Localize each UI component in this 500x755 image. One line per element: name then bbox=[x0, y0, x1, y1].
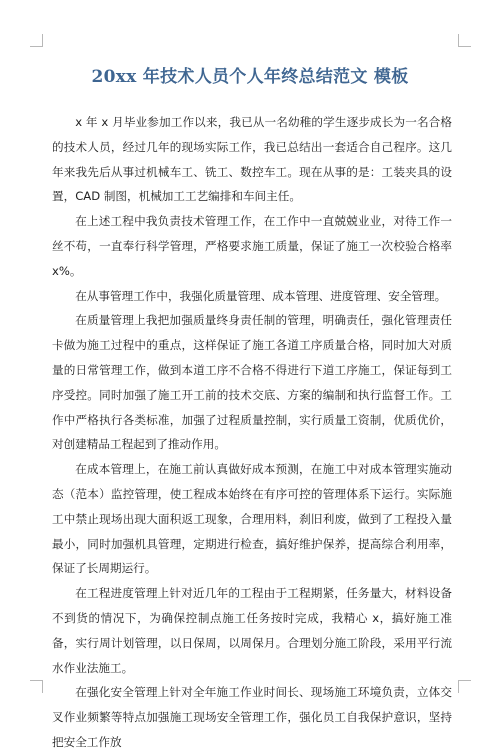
crop-mark-top-left bbox=[30, 34, 43, 47]
document-title: 20xx 年技术人员个人年终总结范文 模板 bbox=[91, 67, 409, 87]
crop-mark-bottom-right bbox=[458, 680, 471, 693]
crop-mark-top-right bbox=[458, 34, 471, 47]
paragraph-safety-management: 在强化安全管理上针对全年施工作业时间长、现场施工环境负责，立体交叉作业频繁等特点加强施工现场安全管理工作，强化员工自我保护意识，坚持把安全工作放 bbox=[52, 685, 452, 749]
paragraph-technical-management: 在上述工程中我负责技术管理工作，在工作中一直兢兢业业，对待工作一丝不苟，一直奉行科学管理，严格要求施工质量，保证了施工一次校验合格率 x%。 bbox=[52, 214, 452, 278]
paragraph-quality-management: 在质量管理上我把加强质量终身责任制的管理，明确责任，强化管理责任卡做为施工过程中的重点，这样保证了施工各道工序质量合格，同时加大对质量的日常管理工作，做到本道工序不合格不得进行下道工序施工，保证每到工序受控。同时加强了施工开工前的技术交底、方案的编制和执行监督工作。工作中严格执行各类标准，加强了过程质量控制，实行质量工资制，优质优价，对创建精品工程起到了推动作用。 bbox=[52, 313, 452, 452]
paragraph-management-overview: 在从事管理工作中，我强化质量管理、成本管理、进度管理、安全管理。 bbox=[75, 288, 447, 303]
paragraph-intro: x 年 x 月毕业参加工作以来，我已从一名幼稚的学生逐步成长为一名合格的技术人员，经过几年的现场实际工作，我已总结出一套适合自己程序。这几年来我先后从事过机械车工、铣工、数控车工。现在从事的是：工装夹具的设置，CAD 制图，机械加工工艺编排和车间主任。 bbox=[52, 115, 452, 204]
paragraph-schedule-management: 在工程进度管理上针对近几年的工程由于工程期紧，任务量大，材料设备不到货的情况下，为确保控制点施工任务按时完成，我精心 x，搞好施工准备，实行周计划管理，以日保周，以周保月。合理划分施工阶段，采用平行流水作业法施工。 bbox=[52, 586, 452, 675]
document-body bbox=[52, 110, 452, 755]
paragraph-cost-management: 在成本管理上，在施工前认真做好成本预测，在施工中对成本管理实施动态（范本）监控管理，使工程成本始终在有序可控的管理体系下运行。实际施工中禁止现场出现大面积返工现象，合理用料，刹旧利废，做到了工程投入量最小，同时加强机具管理，定期进行检查，搞好维护保养，提高综合利用率，保证了长周期运行。 bbox=[52, 462, 452, 576]
crop-mark-bottom-left bbox=[30, 680, 43, 693]
